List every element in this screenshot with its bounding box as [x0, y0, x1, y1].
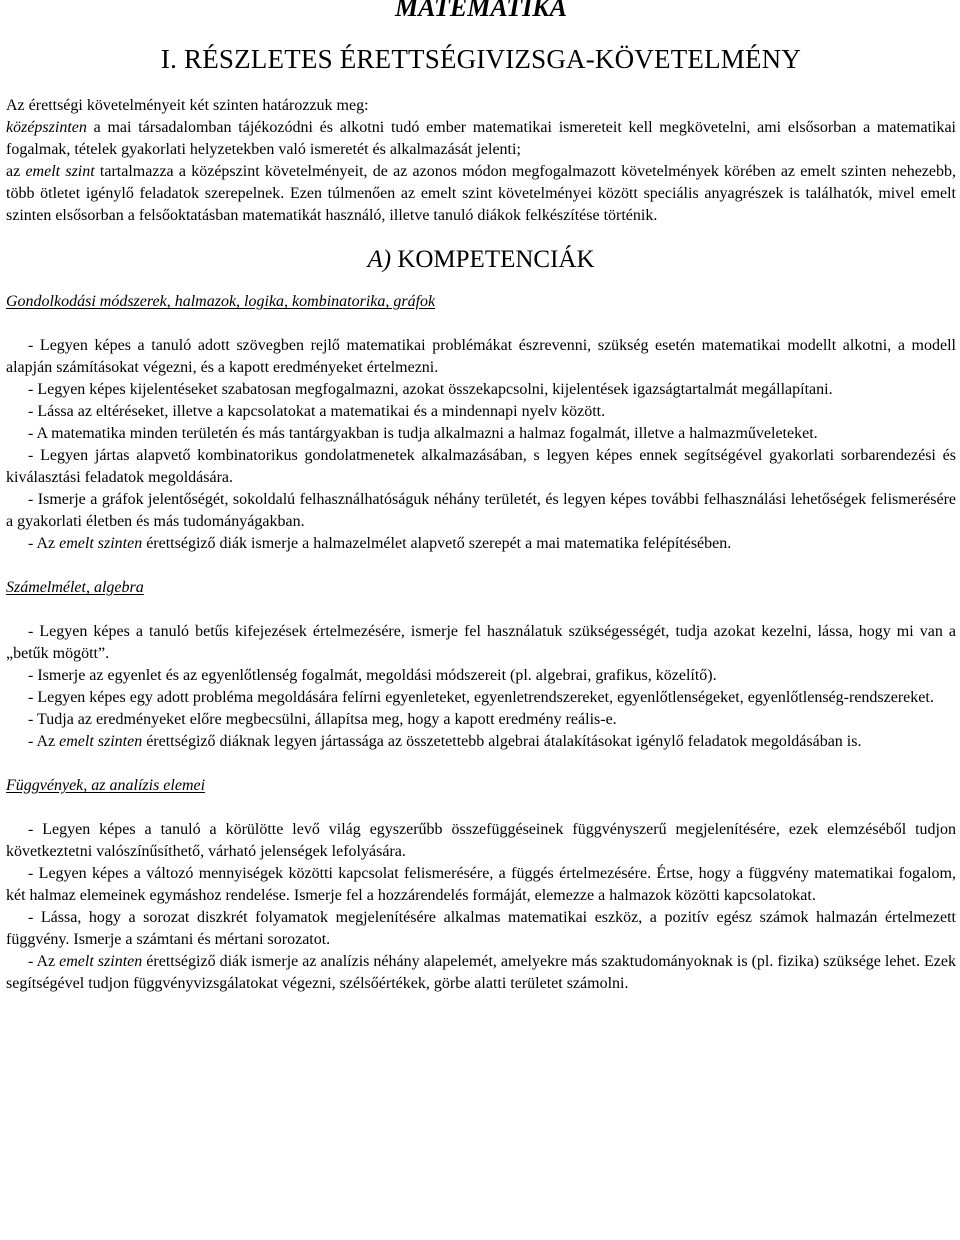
advanced-level-term: emelt szinten [59, 953, 143, 970]
document-page [6, 0, 956, 995]
advanced-level-term: emelt szinten [59, 733, 143, 750]
section-heading: Számelmélet, algebra [6, 579, 144, 596]
list-item: - Ismerje a gráfok jelentőségét, sokoldalú felhasználhatóságuk néhány területét, és legyen képes további felhasználási lehetőségek felismerésére a gyakorlati életben és más tudományágakban. [6, 491, 956, 530]
document-title: MATEMATIKA [395, 0, 567, 22]
list-item: - Legyen képes a változó mennyiségek közötti kapcsolat felismerésére, a függés értelmezésére. Értse, hogy a függvény matematikai fogalom, két halmaz elemeinek egymáshoz rendelése. Ismerje fel a hozzárendelés formáját, elemezze a halmazok közötti kapcsolatokat. [6, 865, 956, 904]
document-subtitle: I. RÉSZLETES ÉRETTSÉGIVIZSGA-KÖVETELMÉNY [160, 44, 802, 74]
advanced-level-term: emelt szinten [59, 535, 143, 552]
mid-level-term: középszinten [6, 119, 87, 136]
list-item-advanced: - Az emelt szinten érettségiző diák ismerje a halmazelmélet alapvető szerepét a mai matematika felépítésében. [28, 535, 732, 552]
section-number-theory-algebra [6, 577, 956, 753]
list-item: - A matematika minden területén és más tantárgyakban is tudja alkalmazni a halmaz fogalmát, illetve a halmazműveleteket. [28, 425, 818, 442]
section-heading: Függvények, az analízis elemei [6, 777, 206, 794]
competencies-heading [6, 245, 956, 275]
advanced-level-text: tartalmazza a középszint követelményeit, de az azonos módon megfogalmazott követelmények körében az emelt szinten nehezebb, több ötletet igénylő feladatok szerepelnek. Ezen túlmenően az emelt szint követelményei között speciális anyagrészek is találhatók, mivel emelt szinten elsősorban a felsőoktatásban matematikát használó, illetve tanuló diákok felkészítése történik. [6, 163, 957, 224]
advanced-level-term: emelt szint [25, 163, 95, 180]
list-item: - Legyen képes a tanuló a körülötte levő világ egyszerűbb összefüggéseinek függvényszerű megjelenítésére, ezek elemzéséből tudjon következtetni valószínűsíthető, várható jelenségek lefolyására. [6, 821, 956, 860]
list-item: - Legyen képes a tanuló betűs kifejezések értelmezésére, ismerje fel használatuk szükségességét, tudja azokat kezelni, lássa, hogy mi van a „betűk mögött”. [6, 623, 956, 662]
list-item: - Legyen képes kijelentéseket szabatosan megfogalmazni, azokat összekapcsolni, kijelentések igazságtartalmát megállapítani. [28, 381, 833, 398]
list-item: - Legyen képes egy adott probléma megoldására felírni egyenleteket, egyenletrendszereket, egyenlőtlenségeket, egyenlőtlenség-rendszereket. [28, 689, 934, 706]
list-item-advanced: - Az emelt szinten érettségiző diák ismerje az analízis néhány alapelemét, amelyekre más szaktudományoknak is (pl. fizika) szüksége lehet. Ezek segítségével tudjon függvényvizsgálatokat végezni, szélsőértékek, görbe alatti területet számolni. [6, 953, 957, 992]
intro-paragraph-advanced-level [6, 161, 956, 227]
list-item: - Ismerje az egyenlet és az egyenlőtlenség fogalmát, megoldási módszereit (pl. algebrai, grafikus, közelítő). [28, 667, 717, 684]
list-item: - Tudja az eredményeket előre megbecsülni, állapítsa meg, hogy a kapott eredmény reális-e. [28, 711, 617, 728]
intro-line: Az érettségi követelményeit két szinten határozzuk meg: [6, 97, 369, 114]
section-functions-analysis [6, 775, 956, 995]
section-thinking-methods [6, 291, 956, 555]
intro-paragraph-mid-level [6, 117, 956, 161]
list-item: - Legyen képes a tanuló adott szövegben rejlő matematikai problémákat észrevenni, szükség esetén matematikai modellt alkotni, a modell alapján számításokat végezni, és a kapott eredményeket értelmezni. [6, 337, 956, 376]
list-item: - Legyen jártas alapvető kombinatorikus gondolatmenetek alkalmazásában, s legyen képes ennek segítségével gyakorlati sorbarendezési és kiválasztási feladatok megoldására. [6, 447, 956, 486]
intro-block [6, 95, 956, 227]
advanced-level-prefix: az [6, 163, 26, 180]
section-heading: Gondolkodási módszerek, halmazok, logika, kombinatorika, gráfok [6, 293, 436, 310]
list-item-advanced: - Az emelt szinten érettségiző diáknak legyen jártassága az összetettebb algebrai átalakításokat igénylő feladatok megoldásában is. [28, 733, 862, 750]
list-item: - Lássa az eltéréseket, illetve a kapcsolatokat a matematikai és a mindennapi nyelv között. [28, 403, 606, 420]
competencies-heading-lead: A) [367, 246, 392, 273]
mid-level-text: a mai társadalomban tájékozódni és alkotni tudó ember matematikai ismereteit kell megkövetelni, ami elsősorban a matematikai fogalmak, tételek gyakorlati helyzetekben való ismeretét és alkalmazását jelenti; [6, 119, 956, 158]
competencies-heading-text: KOMPETENCIÁK [391, 246, 595, 273]
list-item: - Lássa, hogy a sorozat diszkrét folyamatok megjelenítésére alkalmas matematikai eszköz, a pozitív egész számok halmazán értelmezett függvény. Ismerje a számtani és mértani sorozatot. [6, 909, 956, 948]
